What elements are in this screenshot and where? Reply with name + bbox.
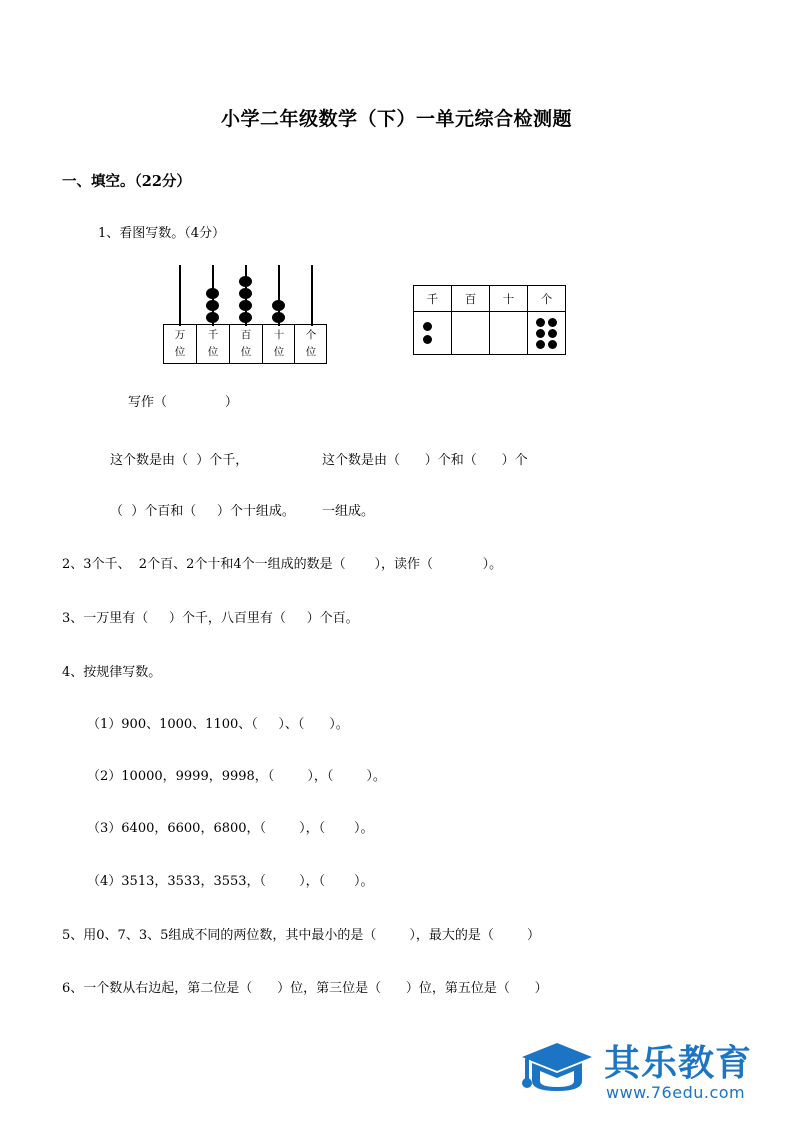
brand-name: 其乐教育 [604,1043,753,1084]
abacus-label-wan [164,327,196,361]
abacus-label-bottom: 位 [207,346,219,358]
abacus-label-bottom: 位 [305,346,317,358]
question-4-part-2: （2）10000，9999，9998，（ ），（ ）。 [87,769,386,784]
dot-group [414,312,451,354]
question-6: 6、一个数从右边起，第二位是（ ）位，第三位是（ ）位，第五位是（ ） [62,981,548,996]
abacus-label-top: 十 [273,329,285,341]
counter-dot [536,318,545,327]
table-cell-ge-dots [528,312,566,355]
table-header-ge: 个 [528,286,566,312]
question-4-part-1: （1）900、1000、1100、（ ）、（ ）。 [87,717,349,732]
question-1: 1、看图写数。（4分） [98,226,226,241]
table-header-qian: 千 [414,286,452,312]
table-row-dots [414,312,566,355]
abacus-bead [239,300,252,311]
abacus-bead [239,288,252,299]
abacus-figure [163,265,329,365]
counter-dot [423,335,432,344]
table-header-shi: 十 [490,286,528,312]
abacus-label-bai [230,327,262,361]
abacus-label-qian [197,327,229,361]
page-title: 小学二年级数学（下）一单元综合检测题 [220,108,572,130]
question-4-part-4: （4）3513，3533，3553，（ ），（ ）。 [87,874,374,889]
question-5: 5、用0、7、3、5组成不同的两位数，其中最小的是（ ），最大的是（ ） [62,928,540,943]
abacus-label-top: 百 [240,329,252,341]
section-heading: 一、填空。（22分） [62,173,191,190]
abacus-bead [206,300,219,311]
table-cell-bai-dots [452,312,490,355]
counter-dot [536,329,545,338]
question-1-text-d: 一组成。 [322,504,375,519]
table-row-headers [414,286,566,312]
counter-dot [548,340,557,349]
abacus-bead [239,312,252,323]
question-1-text-b: 这个数是由（ ）个和（ ）个 [322,453,528,468]
abacus-bead [206,312,219,323]
abacus-label-top: 个 [305,329,317,341]
question-1-text-c: （ ）个百和（ ）个十组成。 [110,504,295,519]
table-header-bai: 百 [452,286,490,312]
graduation-cap-icon [520,1041,594,1093]
table-cell-shi-dots [490,312,528,355]
abacus-label-bottom: 位 [240,346,252,358]
question-2: 2、3个千、 2个百、2个十和4个一组成的数是（ ），读作（ ）。 [62,557,503,572]
table-cell-qian-dots [414,312,452,355]
abacus-bead [206,288,219,299]
dot-group [528,312,565,354]
counter-dot [536,340,545,349]
brand-url: www.76edu.com [606,1083,746,1102]
write-answer-line: 写作（ ） [128,395,238,410]
abacus-label-bottom: 位 [174,346,186,358]
question-3: 3、一万里有（ ）个千，八百里有（ ）个百。 [62,611,359,626]
abacus-bead [272,300,285,311]
question-1-text-a: 这个数是由（ ）个千， [110,453,249,468]
abacus-label-shi [263,327,295,361]
abacus-bead [272,312,285,323]
question-4: 4、按规律写数。 [62,665,162,680]
abacus-bead [239,276,252,287]
abacus-rod-ge [311,265,313,326]
abacus-label-ge [295,327,327,361]
abacus-label-top: 万 [174,329,186,341]
place-value-table [413,285,566,355]
abacus-label-top: 千 [207,329,219,341]
counter-dot [548,329,557,338]
counter-dot [548,318,557,327]
abacus-rod-wan [179,265,181,326]
question-4-part-3: （3）6400，6600，6800，（ ），（ ）。 [87,821,374,836]
abacus-label-bottom: 位 [273,346,285,358]
watermark-logo [520,1035,760,1107]
counter-dot [423,322,432,331]
